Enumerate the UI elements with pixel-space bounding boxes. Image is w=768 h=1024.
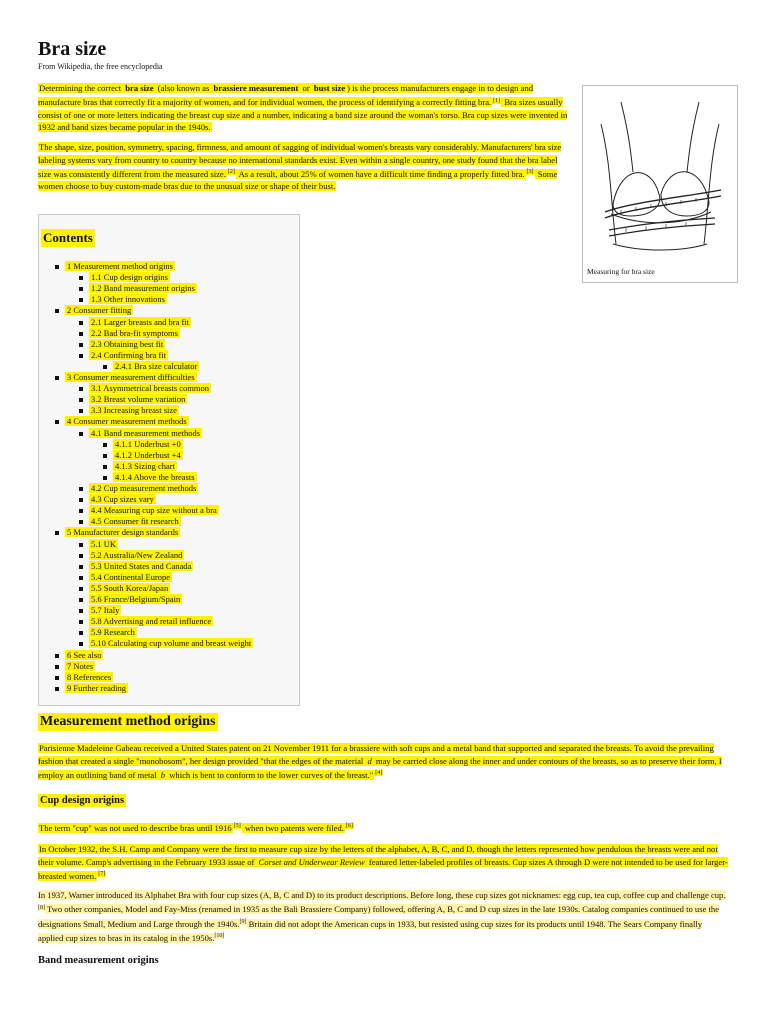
toc-item-label: 5.6 France/Belgium/Spain [91,594,181,604]
toc-item-label: 4.1.4 Above the breasts [115,471,195,482]
toc-item[interactable] [79,572,172,582]
toc-item-label: 4.2 Cup measurement methods [91,483,197,493]
body-text: In 1937, Warner introduced its Alphabet Bra with four cup sizes (A, B, C and D) to its product descriptions. Before long, these cup sizes got nicknames: egg cup, tea cup, coffee cup and challenge cup. [38,890,726,900]
toc-item-label: 6 See also [67,649,102,660]
toc-item[interactable] [79,394,187,404]
toc-item-label: 9 Further reading [67,682,127,693]
body-text: The term "cup" was not used to describe bras until 1916 [39,822,232,833]
toc-item-label: 2 Consumer fitting [67,305,132,316]
toc-item[interactable] [79,405,179,415]
toc-item-label: 5 Manufacturer design standards [67,527,179,538]
body-text: Parisienne Madeleine Gabeau received a United States patent on 21 November 1911 for a brassiere with soft cups and a metal band that supported and separated the breasts. To avoid the prevailing fashion that created a single "monobosom", her design provided "that the edges of the material [38,743,714,766]
toc-item-label: 4.1.3 Sizing chart [115,460,175,471]
intro-text: Determining the correct [39,83,124,93]
bullet-icon [79,321,83,325]
bullet-icon [79,554,83,558]
bullet-icon [79,354,83,358]
body-text: which is bent to conform to the lower curves of the breast." [167,769,374,780]
body-text: featured letter-labeled profiles of breasts. Cup sizes A through D were not intended to be used for larger-breasted women. [38,856,728,881]
subsection-heading-band-measurement-origins: Band measurement origins [38,955,159,966]
bullet-icon [55,654,59,658]
bullet-icon [79,576,83,580]
bullet-icon [79,598,83,602]
bullet-icon [55,687,59,691]
figure-box [582,85,738,283]
bullet-icon [79,332,83,336]
intro-text: ) is the process manufacturers engage in to design and manufacture bras that correctly fit a majority of women, and for individual women, the process of identifying a correctly fitting bra. [38,83,534,108]
toc-item-label: 2.4.1 Bra size calculator [115,360,198,371]
ref-link[interactable]: [8] [38,904,45,911]
ref-link[interactable]: [9] [239,918,247,925]
bullet-icon [79,620,83,624]
toc-item-label: 5.10 Calculating cup volume and breast weight [91,638,252,649]
toc-item[interactable] [79,283,197,293]
toc-item-label: 2.2 Bad bra-fit symptoms [91,327,178,338]
measurement-origins-paragraph [38,742,728,781]
toc-item-label: 4.3 Cup sizes vary [91,494,154,505]
bullet-icon [55,309,59,313]
bullet-icon [79,487,83,491]
toc-item[interactable] [79,561,193,571]
intro-text: Some women choose to buy custom-made bras due to the unusual size or shape of their bust. [38,168,558,192]
ref-link[interactable]: [10] [214,933,225,940]
ref-link[interactable]: [3] [526,169,534,175]
toc-item[interactable] [55,372,197,382]
table-of-contents [38,214,300,706]
toc-item-label: 4.1.2 Underbust +4 [115,449,181,460]
toc-item-label: 4 Consumer measurement methods [67,416,187,427]
bullet-icon [79,276,83,280]
ref-link[interactable]: [5] [233,823,241,829]
bullet-icon [79,587,83,591]
toc-item[interactable] [79,583,170,593]
intro-text: or [300,83,312,93]
ref-link[interactable]: [6] [345,823,353,829]
toc-item[interactable] [79,428,202,438]
toc-item-label: 5.7 Italy [91,605,120,616]
toc-item[interactable] [55,661,95,671]
intro-paragraph-1 [38,82,568,134]
toc-item[interactable] [55,416,189,426]
toc-item-label: 5.8 Advertising and retail influence [91,616,212,627]
toc-item[interactable] [79,317,191,327]
toc-item-label: 2.4 Confirming bra fit [91,349,167,360]
bullet-icon [79,409,83,413]
toc-item-label: 2.3 Obtaining best fit [91,338,164,349]
figure-caption: Measuring for bra size [587,267,655,276]
toc-item-label: 1.2 Band measurement origins [91,283,195,294]
toc-item-label: 5.4 Continental Europe [91,571,171,582]
toc-item-label: 4.5 Consumer fit research [91,516,179,527]
toc-item-label: 4.1.1 Underbust +0 [115,438,181,449]
body-text: when two patents were filed. [242,822,344,833]
toc-item-label: 4.1 Band measurement methods [91,427,201,438]
toc-item[interactable] [103,472,197,482]
toc-item[interactable] [79,616,213,626]
cup-paragraph-1 [38,820,728,834]
bullet-icon [103,365,107,369]
bullet-icon [103,465,107,469]
toc-item[interactable] [79,494,156,504]
toc-item[interactable] [55,527,180,537]
toc-item[interactable] [79,483,198,493]
bullet-icon [79,509,83,513]
toc-item[interactable] [103,439,183,449]
toc-item[interactable] [55,261,175,271]
toc-item-label: 5.1 UK [91,538,117,549]
ref-link[interactable]: [7] [98,871,106,877]
intro-paragraph-2 [38,141,568,193]
intro-text: Bra sizes usually consist of one or more letters indicating the breast cup size and a number, indicating a band size around the woman's torso. Bra cup sizes were invented in 1932 and band sizes became popular in the 1940s. [38,97,568,133]
toc-item-label: 3 Consumer measurement difficulties [67,372,195,382]
bullet-icon [103,454,107,458]
toc-item[interactable] [79,294,167,304]
italic-title: Corset and Underwear Review [258,856,365,867]
toc-item-label: 1.1 Cup design origins [91,272,168,283]
subsection-heading-cup-design-origins: Cup design origins [40,795,125,806]
toc-item-label: 3.1 Asymmetrical breasts common [91,383,210,394]
bra-measuring-illustration[interactable] [591,94,729,254]
toc-item-label: 5.5 South Korea/Japan [91,582,169,593]
bold-term: bust size [313,83,346,93]
body-text: Two other companies, Model and Fay-Miss (renamed in 1935 as the Bali Brassiere Company) followed, offering A, B, C and D cup sizes in the late 1930s. Catalog companies continued to use the designations Small, Medium and Large through the 1940s. [38,904,720,929]
italic-letter: d [367,755,372,766]
bullet-icon [55,665,59,669]
bullet-icon [55,676,59,680]
toc-item[interactable] [79,272,170,282]
toc-item-label: 5.2 Australia/New Zealand [91,549,183,560]
toc-item-label: 3.2 Breast volume variation [91,394,186,405]
bullet-icon [79,642,83,646]
bullet-icon [55,265,59,269]
bullet-icon [79,543,83,547]
bullet-icon [79,631,83,635]
toc-item[interactable] [55,305,133,315]
bullet-icon [55,531,59,535]
toc-item[interactable] [79,638,253,648]
bullet-icon [79,565,83,569]
toc-item[interactable] [79,350,168,360]
intro-text: The shape, size, position, symmetry, spacing, firmness, and amount of sagging of individual women's breasts vary considerably. Manufacturers' bra size labeling systems vary from country to country because no international standards exist. Even within a single country, one study found that the bra label size was consistently different from the measured size. [38,142,562,179]
ref-link[interactable]: [2] [227,169,235,175]
toc-item[interactable] [55,683,128,693]
bullet-icon [79,287,83,291]
ref-link[interactable]: [4] [375,770,383,776]
toc-item[interactable] [79,627,137,637]
cup-paragraph-3 [38,889,728,945]
section-heading-measurement-method-origins: Measurement method origins [40,714,216,729]
toc-item[interactable] [79,339,165,349]
bullet-icon [79,520,83,524]
intro-text: As a result, about 25% of women have a difficult time finding a properly fitted bra. [236,168,525,179]
toc-item-label: 8 References [67,671,112,682]
italic-letter: b [160,769,166,780]
tagline: From Wikipedia, the free encyclopedia [38,62,163,71]
toc-item-label: 1 Measurement method origins [67,261,173,271]
toc-item[interactable] [79,550,184,560]
toc-item[interactable] [55,672,113,682]
bullet-icon [79,498,83,502]
body-text: may be carried close along the inner and under contours of the breasts, so as to preserve their form, I employ an outlining band of metal [38,755,722,780]
toc-item-label: 2.1 Larger breasts and bra fit [91,316,190,327]
bullet-icon [79,387,83,391]
toc-item[interactable] [103,361,199,371]
bullet-icon [103,476,107,480]
bullet-icon [55,376,59,380]
bullet-icon [103,443,107,447]
toc-item[interactable] [79,594,182,604]
toc-item-label: 5.3 United States and Canada [91,560,192,571]
bold-term: bra size [125,83,154,93]
toc-item[interactable] [103,450,183,460]
body-text: In October 1932, the S.H. Camp and Company were the first to measure cup size by the letters of the alphabet, A, B, C, and D, though the letters represented how pendulous the breasts were and not their volume. Camp's advertising in the February 1933 issue of [38,844,718,867]
page-title: Bra size [38,38,107,60]
toc-item-label: 5.9 Research [91,627,135,638]
bullet-icon [79,398,83,402]
intro-text: (also known as [155,83,212,93]
bullet-icon [79,432,83,436]
toc-item[interactable] [79,505,219,515]
toc-item-label: 1.3 Other innovations [91,294,165,305]
toc-item[interactable] [79,539,118,549]
bullet-icon [79,343,83,347]
toc-item[interactable] [79,383,211,393]
bullet-icon [79,609,83,613]
cup-paragraph-2 [38,843,728,882]
toc-item-label: 7 Notes [67,660,94,671]
toc-item-label: 3.3 Increasing breast size [91,405,177,416]
toc-item-label: 4.4 Measuring cup size without a bra [91,505,217,516]
ref-link[interactable]: [1] [493,97,501,104]
bullet-icon [55,420,59,424]
toc-item[interactable] [103,461,177,471]
bullet-icon [79,298,83,302]
toc-item[interactable] [79,328,180,338]
toc-item[interactable] [55,650,103,660]
toc-item[interactable] [79,605,121,615]
body-text: Britain did not adopt the American cups in 1933, but resisted using cup sizes for its products until 1948. The Sears Company finally applied cup sizes to bras in its catalog in the 1950s. [38,918,703,944]
toc-item[interactable] [79,516,181,526]
bold-term: brassiere measurement [213,83,299,93]
toc-title: Contents [43,230,93,245]
